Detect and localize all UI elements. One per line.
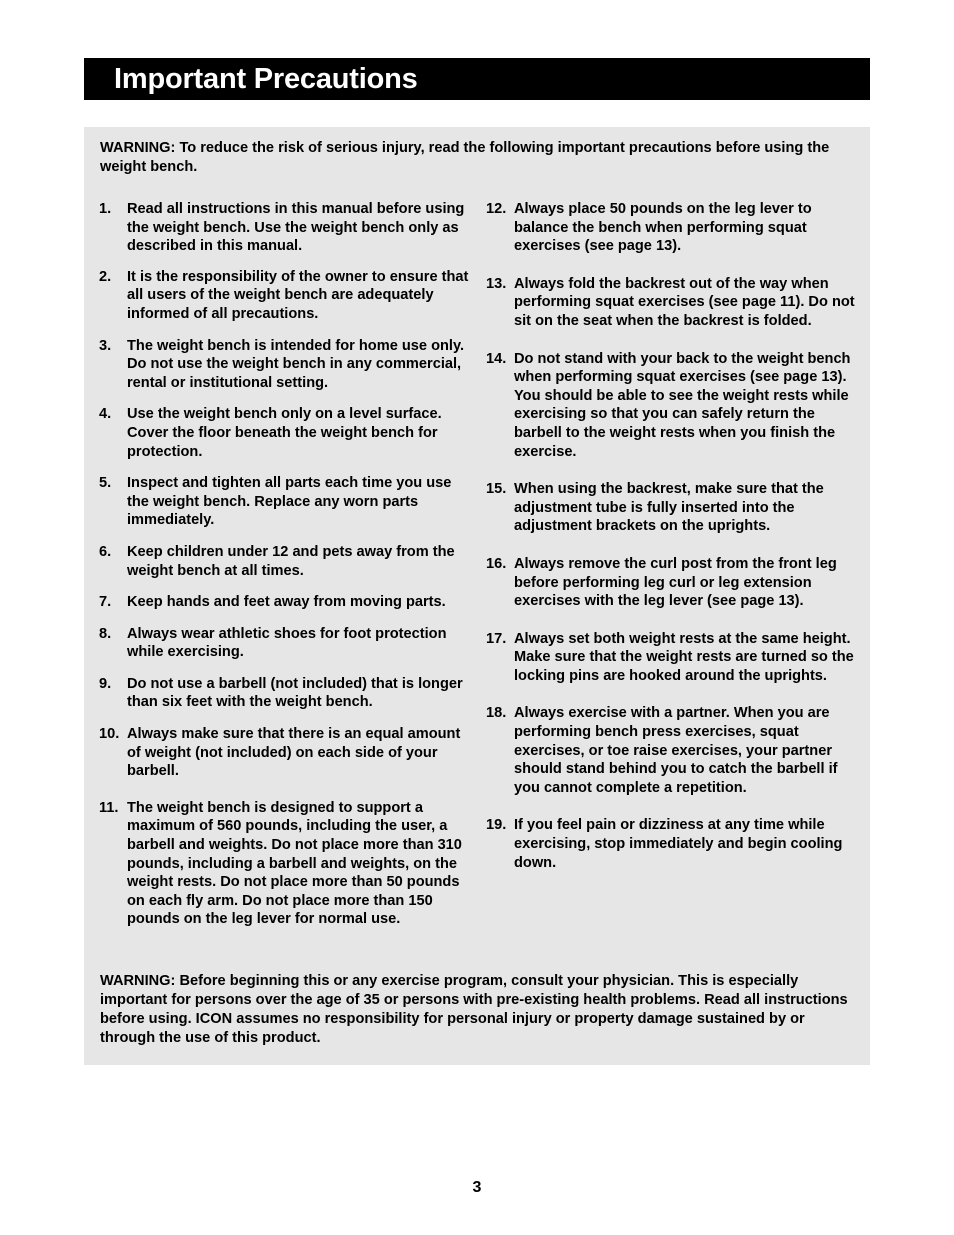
- item-text: Always exercise with a partner. When you are performing bench press exercises, squat exercises, or toe raise exercises, your partner should stand behind you to catch the barbell if you cannot complete a repetition.: [514, 705, 838, 796]
- page-title: Important Precautions: [114, 63, 418, 95]
- item-number: 13.: [486, 275, 507, 292]
- item-text: Always set both weight rests at the same height. Make sure that the weight rests are turned so the locking pins are hooked around the uprights.: [514, 630, 854, 684]
- precaution-item: [486, 555, 858, 611]
- item-number: 16.: [486, 555, 507, 572]
- precautions-right-column: [486, 200, 858, 872]
- item-text: When using the backrest, make sure that the adjustment tube is fully inserted into the adjustment brackets on the uprights.: [514, 481, 824, 535]
- precaution-item: [99, 625, 471, 662]
- precaution-item: [99, 543, 471, 580]
- item-text: Always fold the backrest out of the way when performing squat exercises (see page 11). Do not sit on the seat when the backrest is folded.: [514, 275, 855, 329]
- item-number: 6.: [99, 543, 112, 560]
- warning-physician: WARNING: Before beginning this or any exercise program, consult your physician. This is especially important for persons over the age of 35 or persons with pre-existing health problems. Read all instructions before using. ICON assumes no responsibility for personal injury or property damage sustained by or through the use of this product.: [100, 973, 848, 1046]
- item-number: 14.: [486, 350, 507, 367]
- precaution-item: [99, 474, 471, 530]
- page-number: 3: [472, 1179, 482, 1196]
- item-number: 3.: [99, 337, 112, 354]
- item-number: 18.: [486, 705, 507, 722]
- precaution-item: [99, 268, 471, 324]
- item-text: Use the weight bench only on a level surface. Cover the floor beneath the weight bench for protection.: [127, 406, 442, 460]
- precaution-item: [486, 200, 858, 256]
- item-number: 8.: [99, 625, 112, 642]
- title-bar: [84, 58, 870, 100]
- item-text: If you feel pain or dizziness at any time while exercising, stop immediately and begin cooling down.: [514, 817, 843, 871]
- precaution-item: [486, 704, 858, 797]
- item-number: 11.: [99, 799, 119, 816]
- item-text: Do not stand with your back to the weight bench when performing squat exercises (see page 13). You should be able to see the weight rests while exercising so that you can safely return the barbell to the weight rests when you finish the exercise.: [514, 350, 851, 460]
- item-text: The weight bench is designed to support a maximum of 560 pounds, including the user, a barbell and weights. Do not place more than 310 pounds, including a barbell and weights, on the weight rests. Do not place more than 50 pounds on each fly arm. Do not place more than 150 pounds on the leg lever for normal use.: [127, 799, 462, 928]
- item-text: Always make sure that there is an equal amount of weight (not included) on each side of your barbell.: [127, 726, 461, 780]
- item-text: Always wear athletic shoes for foot protection while exercising.: [127, 625, 447, 661]
- item-number: 9.: [99, 675, 112, 692]
- item-number: 15.: [486, 481, 507, 498]
- item-number: 2.: [99, 268, 112, 285]
- item-number: 10.: [99, 726, 120, 743]
- item-text: Inspect and tighten all parts each time you use the weight bench. Replace any worn parts immediately.: [127, 475, 452, 529]
- precaution-item: [99, 200, 471, 256]
- precaution-item: [486, 816, 858, 872]
- item-text: The weight bench is intended for home use only. Do not use the weight bench in any commercial, rental or institutional setting.: [127, 337, 465, 391]
- precautions-left-column: [99, 200, 471, 929]
- precaution-item: [99, 405, 471, 461]
- item-number: 1.: [99, 201, 112, 217]
- item-text: Do not use a barbell (not included) that is longer than six feet with the weight bench.: [127, 675, 463, 711]
- precaution-item: [99, 675, 471, 712]
- warning-intro: WARNING: To reduce the risk of serious injury, read the following important precautions before using the weight bench.: [100, 140, 830, 175]
- precaution-item: [486, 480, 858, 536]
- item-text: Keep hands and feet away from moving parts.: [127, 594, 446, 611]
- item-text: Read all instructions in this manual before using the weight bench. Use the weight bench only as described in this manual.: [127, 201, 465, 255]
- item-number: 5.: [99, 475, 112, 492]
- item-text: Always place 50 pounds on the leg lever to balance the bench when performing squat exercises (see page 13).: [514, 201, 812, 255]
- precaution-item: [486, 630, 858, 686]
- item-text: Keep children under 12 and pets away from the weight bench at all times.: [127, 543, 455, 579]
- precautions-panel: [84, 127, 870, 1065]
- item-number: 4.: [99, 406, 112, 423]
- item-number: 19.: [486, 817, 507, 834]
- item-number: 17.: [486, 630, 507, 647]
- precaution-item: [99, 593, 471, 612]
- precaution-item: [486, 350, 858, 462]
- precaution-item: [486, 275, 858, 331]
- precaution-item: [99, 337, 471, 393]
- precaution-item: [99, 725, 471, 781]
- item-number: 7.: [99, 594, 112, 611]
- item-text: It is the responsibility of the owner to ensure that all users of the weight bench are adequately informed of all precautions.: [127, 268, 469, 322]
- item-text: Always remove the curl post from the front leg before performing leg curl or leg extension exercises with the leg lever (see page 13).: [514, 555, 837, 610]
- item-number: 12.: [486, 201, 507, 217]
- precaution-item: [99, 799, 471, 929]
